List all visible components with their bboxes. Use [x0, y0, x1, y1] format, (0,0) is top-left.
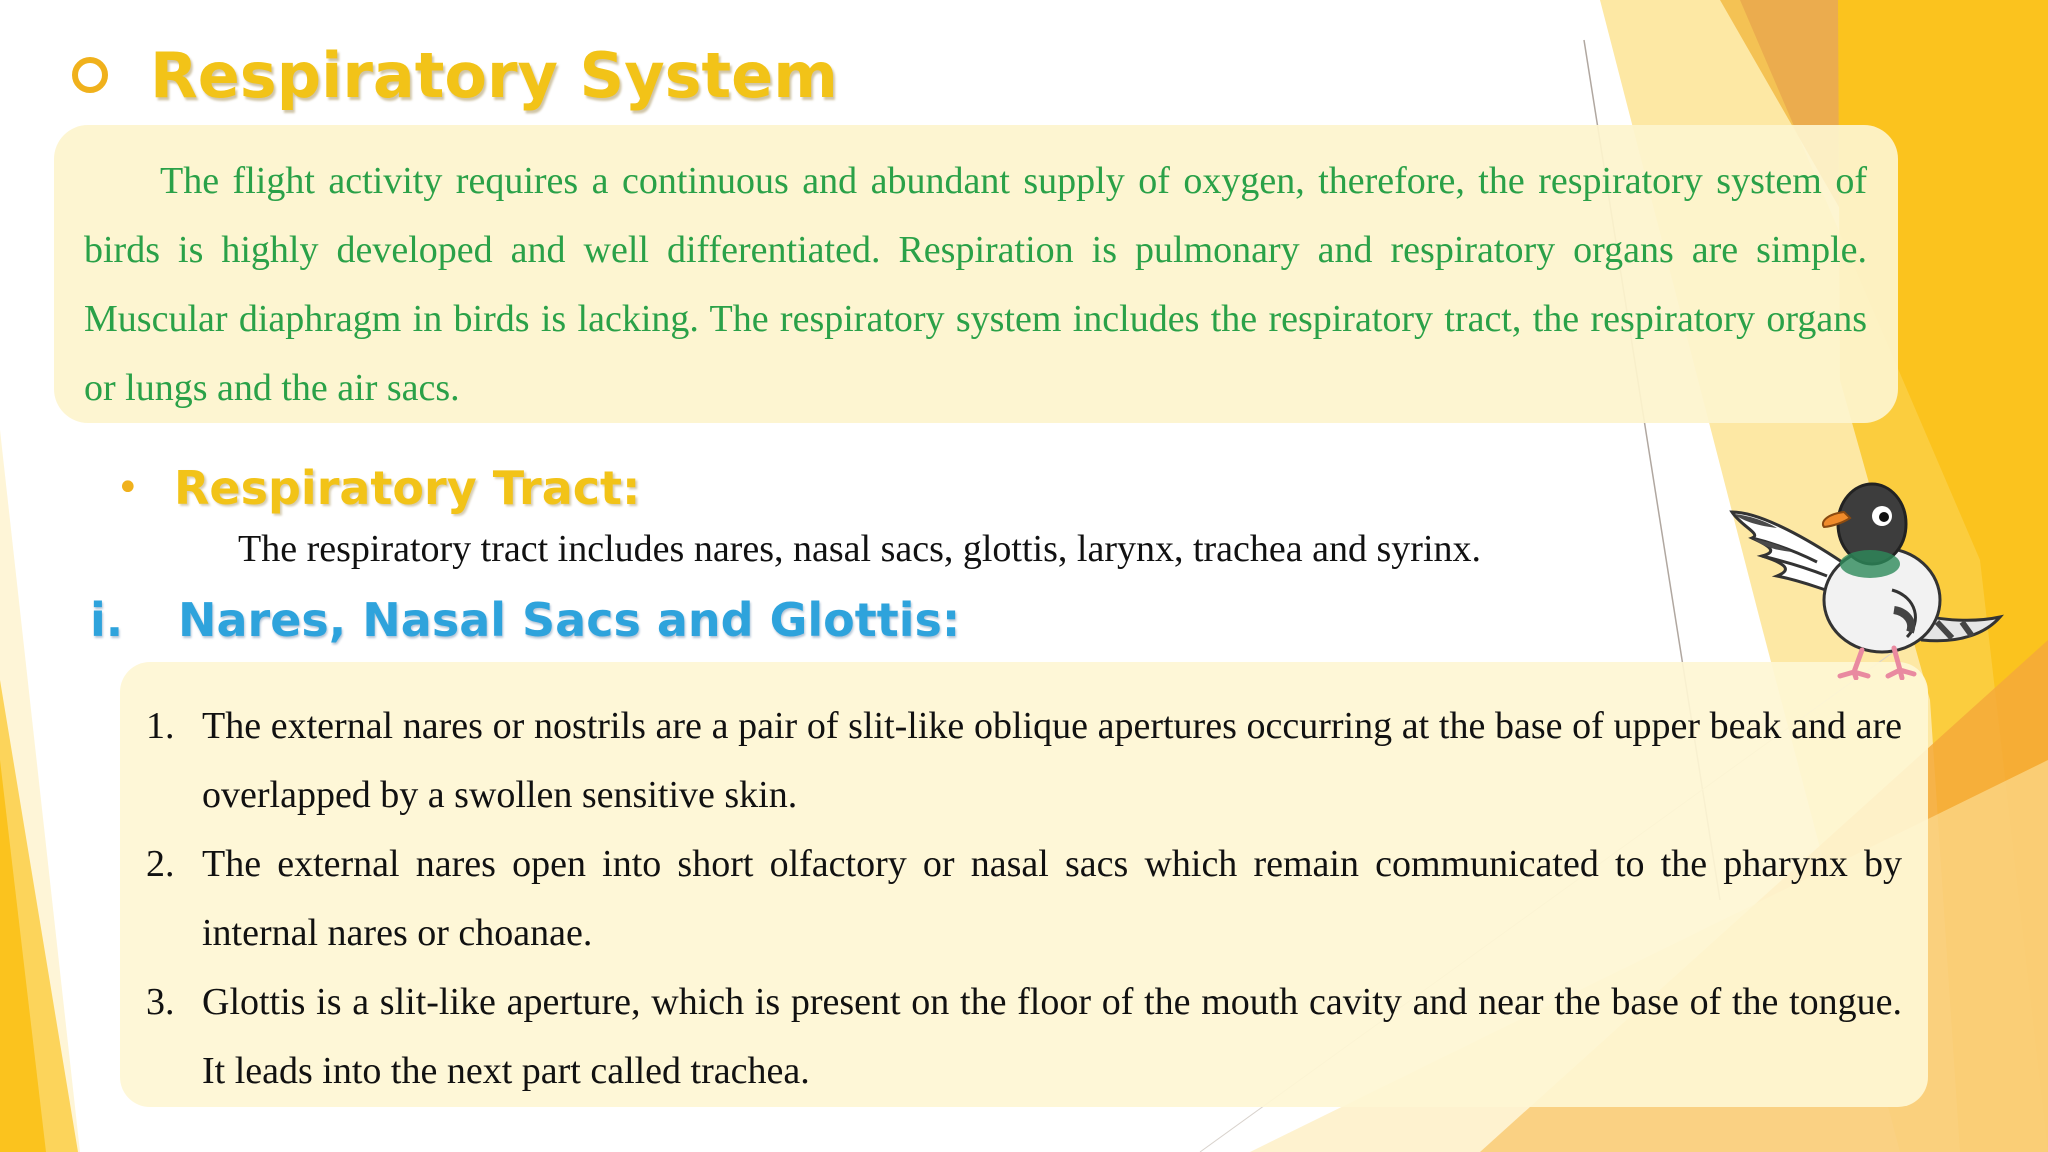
section-heading-row — [90, 585, 960, 655]
list-item-number: 3. — [146, 981, 175, 1023]
list-box — [120, 662, 1928, 1107]
slide-title: Respiratory System — [150, 38, 838, 112]
list-item — [120, 830, 1928, 968]
list-item — [120, 692, 1928, 830]
pigeon-mascot-icon — [1722, 472, 2004, 680]
list-item-text: The external nares or nostrils are a pair of slit-like oblique apertures occurring at the base of upper beak and are overlapped by a swollen sensitive skin. — [202, 705, 1902, 816]
subheading-respiratory-tract: Respiratory Tract: — [174, 461, 641, 515]
list-item-number: 2. — [146, 843, 175, 885]
numbered-list — [120, 692, 1928, 1106]
list-item-text: The external nares open into short olfactory or nasal sacs which remain communicated to the pharynx by internal nares or choanae. — [202, 843, 1902, 954]
respiratory-tract-description: The respiratory tract includes nares, nasal sacs, glottis, larynx, trachea and syrinx. — [238, 528, 1482, 570]
subheading-row — [116, 455, 640, 521]
intro-paragraph: The flight activity requires a continuous and abundant supply of oxygen, therefore, the respiratory system of birds is highly developed and well differentiated. Respiration is pulmonary and respiratory organs are simple. Muscular diaphragm in birds is lacking. The respiratory system includes the respiratory tract, the respiratory organs or lungs and the air sacs. — [84, 160, 1867, 409]
list-item-number: 1. — [146, 705, 175, 747]
section-number: i. — [90, 593, 124, 647]
list-item — [120, 968, 1928, 1106]
intro-box — [54, 125, 1898, 423]
title-row — [72, 30, 838, 120]
section-heading: Nares, Nasal Sacs and Glottis: — [178, 593, 961, 647]
hollow-circle-icon — [72, 57, 108, 93]
bullet-dot: • — [116, 465, 140, 511]
list-item-text: Glottis is a slit-like aperture, which is present on the floor of the mouth cavity and near the base of the tongue. It leads into the next part called trachea. — [202, 981, 1902, 1092]
